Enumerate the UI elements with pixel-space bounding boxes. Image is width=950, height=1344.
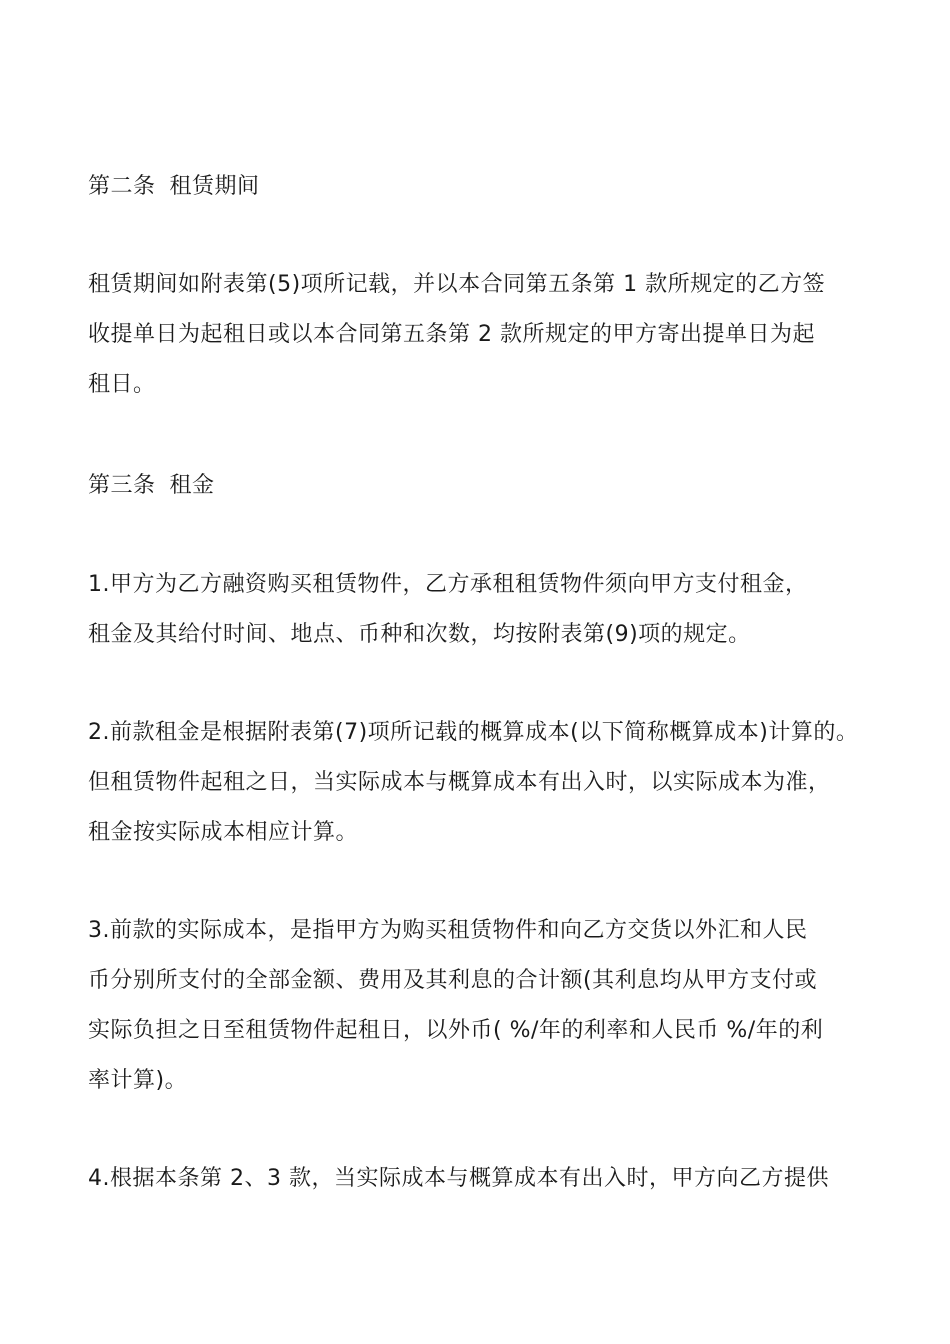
clause-2 [88,708,878,858]
article-3-title: 租金 [169,473,215,498]
clause-3 [88,906,878,1106]
article-3-heading [88,461,878,511]
clause-3-line: 率计算)。 [88,1068,188,1093]
clause-3-line: 3.前款的实际成本，是指甲方为购买租赁物件和向乙方交货以外汇和人民 [88,918,808,943]
clause-2-line: 2.前款租金是根据附表第(7)项所记载的概算成本(以下简称概算成本)计算的。 [88,720,859,745]
clause-2-line: 但租赁物件起租之日，当实际成本与概算成本有出入时，以实际成本为准， [88,770,831,795]
clause-4-line: 4.根据本条第 2、3 款，当实际成本与概算成本有出入时，甲方向乙方提供 [88,1166,829,1191]
clause-1-line: 租金及其给付时间、地点、币种和次数，均按附表第(9)项的规定。 [88,622,751,647]
article-3-number: 第三条 [88,473,156,498]
article-2-heading [88,162,878,212]
article-2-title: 租赁期间 [169,174,260,199]
clause-2-line: 租金按实际成本相应计算。 [88,820,359,845]
article-2-line: 租日。 [88,372,156,397]
clause-1-line: 1.甲方为乙方融资购买租赁物件，乙方承租租赁物件须向甲方支付租金， [88,572,808,597]
clause-4 [88,1154,878,1204]
article-2-number: 第二条 [88,174,156,199]
article-2-line: 租赁期间如附表第(5)项所记载，并以本合同第五条第 1 款所规定的乙方签 [88,272,826,297]
clause-1 [88,560,878,660]
clause-3-line: 币分别所支付的全部金额、费用及其利息的合计额(其利息均从甲方支付或 [88,968,818,993]
article-2-body [88,260,878,410]
clause-3-line: 实际负担之日至租赁物件起租日，以外币( %/年的利率和人民币 %/年的利 [88,1018,824,1043]
article-2-line: 收提单日为起租日或以本合同第五条第 2 款所规定的甲方寄出提单日为起 [88,322,815,347]
